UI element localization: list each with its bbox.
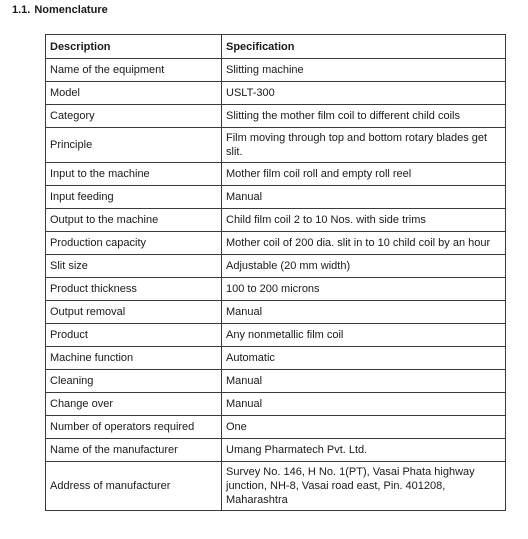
row-description: Category — [46, 105, 222, 128]
table-row — [46, 163, 506, 186]
table-row — [46, 301, 506, 324]
column-header-description: Description — [46, 35, 222, 59]
row-specification: Mother coil of 200 dia. slit in to 10 child coil by an hour — [222, 232, 506, 255]
row-description: Model — [46, 82, 222, 105]
table-row — [46, 462, 506, 511]
row-description: Slit size — [46, 255, 222, 278]
row-description: Input to the machine — [46, 163, 222, 186]
table-body — [46, 59, 506, 511]
nomenclature-table — [45, 34, 506, 511]
row-specification: Manual — [222, 370, 506, 393]
row-specification: Survey No. 146, H No. 1(PT), Vasai Phata highway junction, NH-8, Vasai road east, Pin. 401208, Maharashtra — [222, 462, 506, 511]
table-row — [46, 324, 506, 347]
table-row — [46, 393, 506, 416]
row-description: Production capacity — [46, 232, 222, 255]
row-specification: 100 to 200 microns — [222, 278, 506, 301]
row-specification: Adjustable (20 mm width) — [222, 255, 506, 278]
row-description: Name of the manufacturer — [46, 439, 222, 462]
table-row — [46, 59, 506, 82]
table-row — [46, 255, 506, 278]
row-description: Machine function — [46, 347, 222, 370]
row-specification: Child film coil 2 to 10 Nos. with side trims — [222, 209, 506, 232]
table-row — [46, 370, 506, 393]
row-specification: Umang Pharmatech Pvt. Ltd. — [222, 439, 506, 462]
table-row — [46, 209, 506, 232]
row-description: Product — [46, 324, 222, 347]
column-header-specification: Specification — [222, 35, 506, 59]
row-specification: Manual — [222, 301, 506, 324]
table-row — [46, 232, 506, 255]
row-specification: Slitting the mother film coil to different child coils — [222, 105, 506, 128]
row-specification: Slitting machine — [222, 59, 506, 82]
row-description: Output removal — [46, 301, 222, 324]
row-specification: USLT-300 — [222, 82, 506, 105]
row-description: Product thickness — [46, 278, 222, 301]
section-heading — [12, 4, 108, 16]
row-description: Output to the machine — [46, 209, 222, 232]
row-specification: Manual — [222, 393, 506, 416]
table-header-row — [46, 35, 506, 59]
row-specification: Automatic — [222, 347, 506, 370]
row-specification: One — [222, 416, 506, 439]
row-description: Cleaning — [46, 370, 222, 393]
table-row — [46, 347, 506, 370]
row-specification: Film moving through top and bottom rotary blades get slit. — [222, 128, 506, 163]
table-row — [46, 439, 506, 462]
row-description: Principle — [46, 128, 222, 163]
section-number: 1.1. — [12, 4, 31, 16]
section-title: Nomenclature — [34, 4, 108, 16]
row-specification: Any nonmetallic film coil — [222, 324, 506, 347]
row-description: Input feeding — [46, 186, 222, 209]
table-row — [46, 128, 506, 163]
table-row — [46, 105, 506, 128]
row-description: Name of the equipment — [46, 59, 222, 82]
row-description: Address of manufacturer — [46, 462, 222, 511]
table-row — [46, 82, 506, 105]
table-row — [46, 186, 506, 209]
row-description: Change over — [46, 393, 222, 416]
row-specification: Manual — [222, 186, 506, 209]
row-description: Number of operators required — [46, 416, 222, 439]
row-specification: Mother film coil roll and empty roll reel — [222, 163, 506, 186]
table-row — [46, 416, 506, 439]
table-row — [46, 278, 506, 301]
